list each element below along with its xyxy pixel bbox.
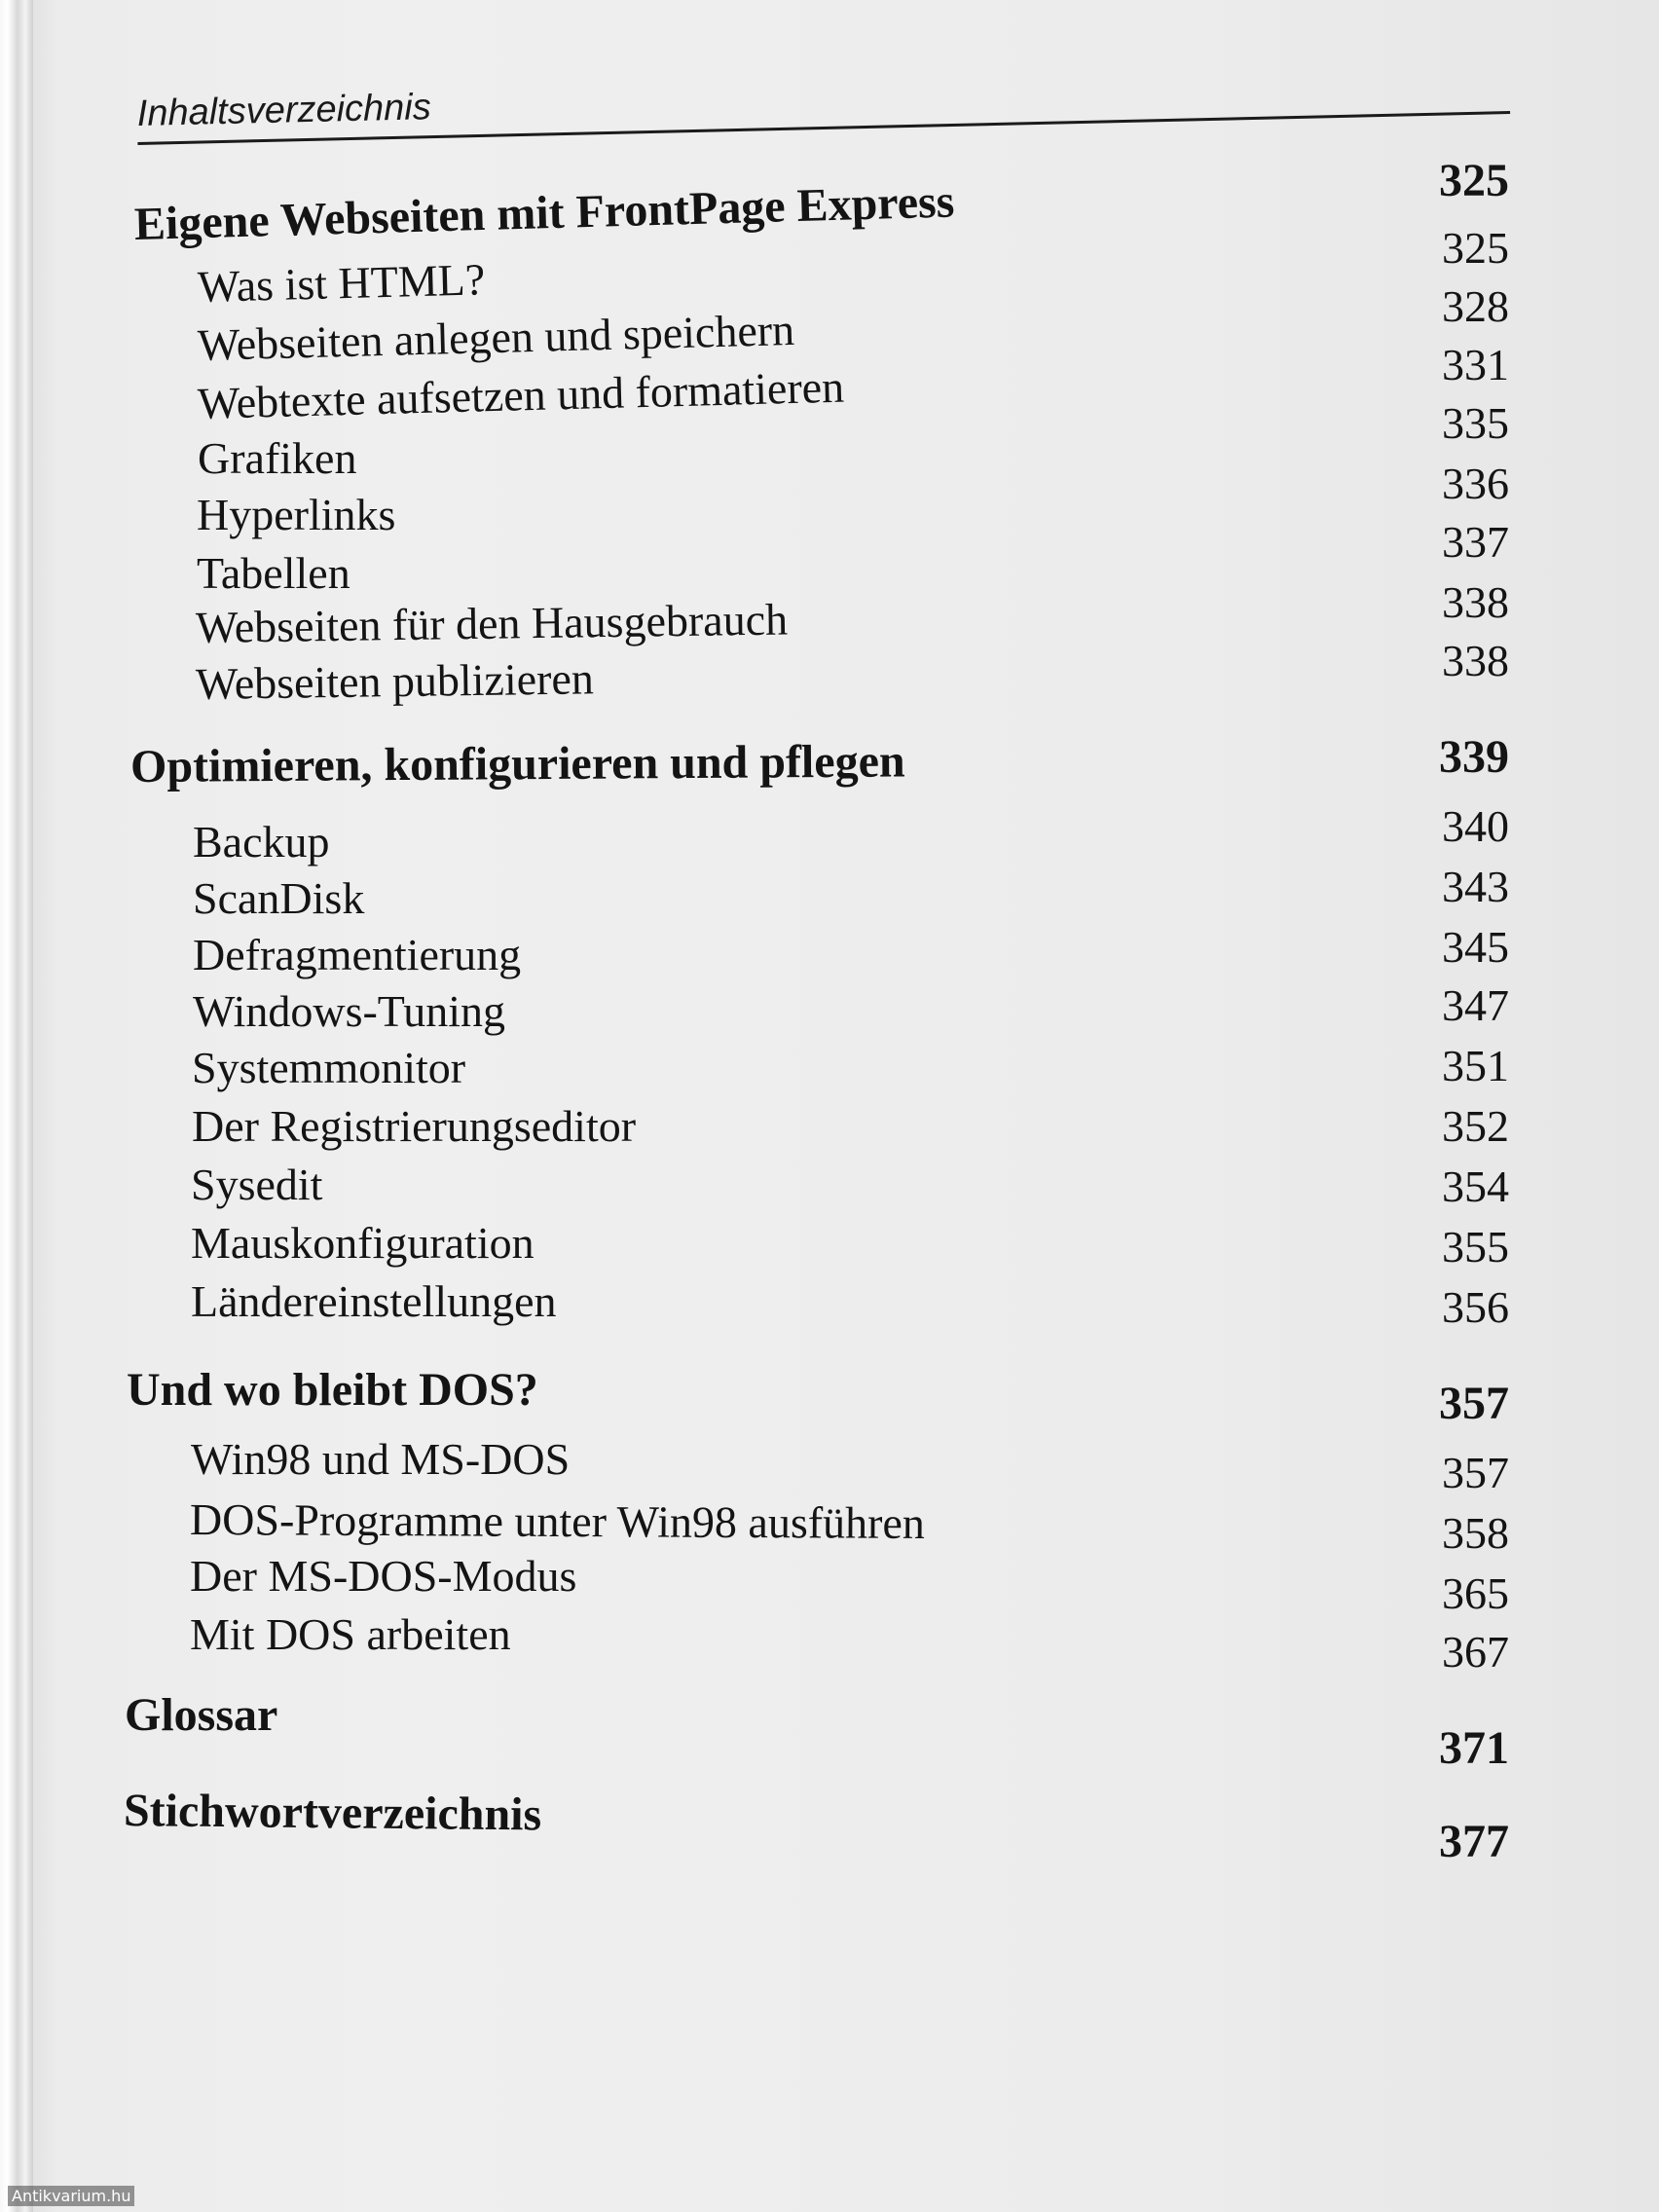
toc-entry-page: 354 [1442,1161,1509,1211]
toc-entry-page: 343 [1442,862,1509,911]
chapter-page-number: 325 [1439,155,1509,206]
toc-entry-page: 367 [1442,1627,1509,1677]
toc-entry-page: 357 [1442,1448,1509,1497]
chapter-title: Und wo bleibt DOS? [127,1364,538,1416]
toc-entry-page: 325 [1442,223,1509,273]
toc-entry-page: 336 [1442,459,1509,508]
chapter-title: Glossar [125,1689,278,1741]
toc-entry-page: 365 [1442,1568,1509,1618]
toc-entry-title: Webseiten publizieren [195,653,595,709]
toc-entry-title: Ländereinstellungen [191,1276,557,1326]
watermark: Antikvarium.hu [8,2186,134,2206]
toc-entry-title: Systemmonitor [192,1043,466,1092]
toc-entry-page: 338 [1442,577,1509,627]
toc-entry-title: Der MS-DOS-Modus [190,1551,577,1601]
toc-entry-page: 352 [1442,1101,1509,1151]
toc-entry-title: Webseiten anlegen und speichern [197,304,795,370]
toc-entry-title: Mauskonfiguration [191,1218,535,1268]
toc-entry-title: Sysedit [191,1160,323,1209]
toc-entry-title: Win98 und MS-DOS [191,1434,571,1484]
toc-entry-title: ScanDisk [193,873,365,923]
page-title: Inhaltsverzeichnis [136,87,432,134]
chapter-page-number: 339 [1439,731,1509,783]
toc-entry-title: Der Registrierungseditor [192,1101,637,1151]
chapter-title: Stichwortverzeichnis [123,1785,542,1841]
toc-entry-page: 335 [1442,398,1509,448]
toc-entry-title: DOS-Programme unter Win98 ausführen [189,1494,926,1548]
toc-entry-title: Defragmentierung [193,930,522,979]
toc-entry-title: Hyperlinks [197,490,396,539]
toc-entry-title: Webtexte aufsetzen und formatieren [197,361,845,428]
toc-entry-page: 356 [1442,1282,1509,1332]
toc-entry-page: 340 [1442,801,1509,851]
chapter-page-number: 377 [1439,1816,1509,1867]
toc-entry-title: Grafiken [198,433,357,483]
chapter-title: Optimieren, konfigurieren und pflegen [129,735,905,793]
toc-entry-title: Windows-Tuning [193,986,506,1036]
toc-entry-title: Backup [193,817,330,866]
toc-entry-page: 351 [1442,1041,1509,1090]
toc-entry-page: 358 [1442,1508,1509,1558]
chapter-page-number: 371 [1439,1722,1509,1774]
toc-entry-page: 338 [1442,636,1509,685]
toc-entry-page: 328 [1442,281,1509,331]
toc-entry-title: Was ist HTML? [197,254,486,312]
toc-entry-page: 337 [1442,517,1509,567]
toc-entry-page: 355 [1442,1222,1509,1272]
toc-entry-title: Webseiten für den Hausgebrauch [195,594,789,652]
chapter-title: Eigene Webseiten mit FrontPage Express [133,175,956,250]
toc-entry-title: Tabellen [197,548,350,598]
chapter-page-number: 357 [1439,1378,1509,1429]
toc-entry-title: Mit DOS arbeiten [190,1609,511,1659]
toc-entry-page: 345 [1442,922,1509,972]
toc-entry-page: 331 [1442,340,1509,389]
toc-entry-page: 347 [1442,980,1509,1030]
